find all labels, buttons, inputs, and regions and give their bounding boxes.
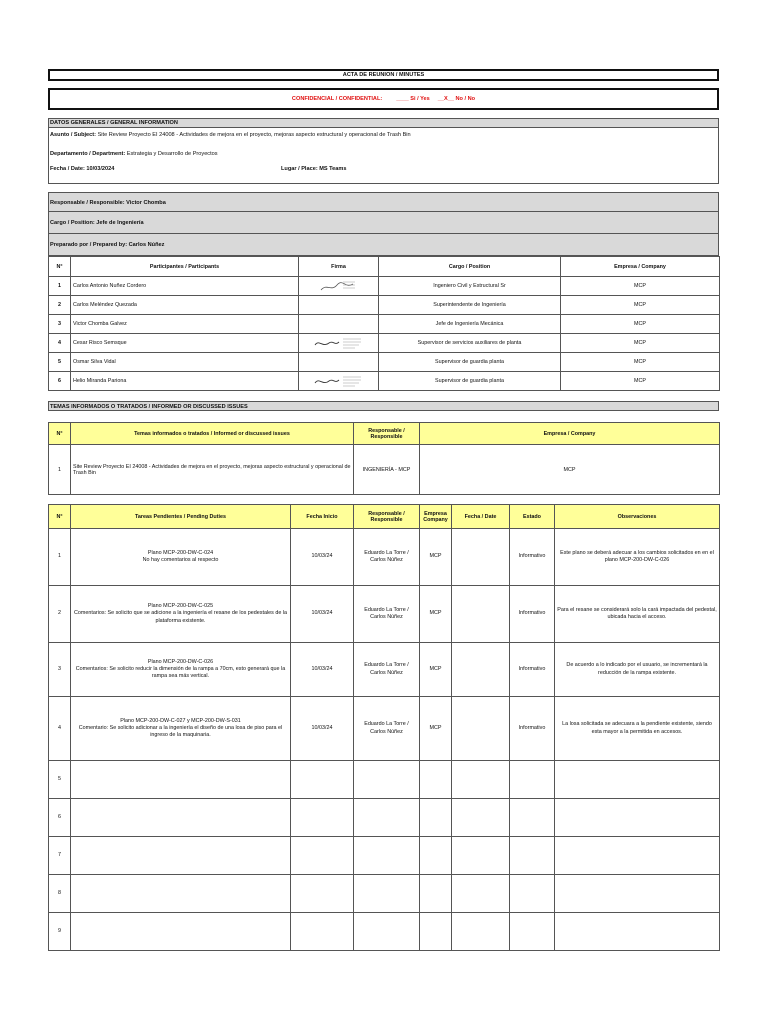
duty-company: MCP	[420, 586, 452, 643]
participant-position: Jefe de Ingeniería Mecánica	[379, 315, 561, 334]
duty-status	[510, 913, 555, 951]
participant-name: Osmar Silva Vidal	[71, 353, 299, 372]
duty-responsible: Eduardo La Torre / Carlos Núñez	[354, 529, 420, 586]
col-responsible: Responsable / Responsible	[354, 505, 420, 529]
col-position: Cargo / Position	[379, 257, 561, 277]
participant-number: 2	[49, 296, 71, 315]
col-signature: Firma	[299, 257, 379, 277]
participant-company: MCP	[561, 353, 720, 372]
duty-date	[452, 761, 510, 799]
subject-label: Asunto / Subject:	[50, 132, 96, 138]
duty-responsible	[354, 761, 420, 799]
participant-row	[49, 353, 720, 372]
duty-responsible	[354, 913, 420, 951]
duty-number: 3	[49, 643, 71, 697]
duty-row	[49, 837, 720, 875]
participant-position: Supervisor de guardia planta	[379, 353, 561, 372]
duties-table	[48, 504, 720, 951]
participant-position: Supervisor de guardia planta	[379, 372, 561, 391]
duty-start-date: 10/03/24	[291, 529, 354, 586]
duty-notes: De acuerdo a lo indicado por el usuario, se incrementará la reducción de la rampa existente.	[555, 643, 720, 697]
duty-row	[49, 643, 720, 697]
duty-row	[49, 799, 720, 837]
participant-number: 1	[49, 277, 71, 296]
signature-image	[313, 374, 365, 388]
general-info-header: DATOS GENERALES / GENERAL INFORMATION	[49, 119, 718, 128]
confidential-yes: ____ Si / Yes	[396, 96, 430, 102]
duties-header-row	[49, 505, 720, 529]
duty-start-date	[291, 913, 354, 951]
duty-notes	[555, 913, 720, 951]
duty-task	[71, 761, 291, 799]
duty-start-date	[291, 799, 354, 837]
participant-signature	[299, 372, 379, 391]
duty-company: MCP	[420, 529, 452, 586]
confidential-bar	[48, 88, 719, 110]
participant-position: Ingeniero Civil y Estructural Sr	[379, 277, 561, 296]
participant-row	[49, 296, 720, 315]
responsible-row: Responsable / Responsible: Victor Chomba	[48, 192, 719, 212]
subject-value: Site Review Proyecto EI 24008 - Actividades de mejora en el proyecto, mejoras aspecto estructural y operacional de Trash Bin	[97, 132, 411, 138]
position-row: Cargo / Position: Jefe de Ingeniería	[48, 212, 719, 234]
duty-start-date: 10/03/24	[291, 697, 354, 761]
participants-table	[48, 256, 720, 391]
duty-company	[420, 761, 452, 799]
duty-date	[452, 875, 510, 913]
duty-number: 7	[49, 837, 71, 875]
duty-task: Plano MCP-200-DW-C-027 y MCP-200-DW-S-031 Comentario: Se solicito adicionar a la ingeniería el diseño de una losa de piso para el ingreso de la maquinaria.	[71, 697, 291, 761]
participant-company: MCP	[561, 372, 720, 391]
duty-start-date	[291, 761, 354, 799]
duty-task	[71, 837, 291, 875]
participant-name: Cesar Risco Semsque	[71, 334, 299, 353]
confidential-no: __X__ No / No	[437, 96, 476, 102]
duty-status	[510, 875, 555, 913]
topics-table	[48, 422, 720, 495]
col-number: N°	[49, 423, 71, 445]
duty-row	[49, 761, 720, 799]
signature-image	[319, 279, 359, 293]
duty-task: Plano MCP-200-DW-C-024 No hay comentarios al respecto	[71, 529, 291, 586]
participant-signature	[299, 315, 379, 334]
col-number: N°	[49, 257, 71, 277]
col-date: Fecha / Date	[452, 505, 510, 529]
duty-status	[510, 837, 555, 875]
col-task: Tareas Pendientes / Pending Duties	[71, 505, 291, 529]
duty-start-date	[291, 875, 354, 913]
duty-task: Plano MCP-200-DW-C-026 Comentarios: Se solicito reducir la dimensión de la rampa a 70cm, esto generará que la rampa sea más vertical.	[71, 643, 291, 697]
duty-date	[452, 837, 510, 875]
duty-number: 2	[49, 586, 71, 643]
col-company: Empresa / Company	[561, 257, 720, 277]
duty-status: Informativo	[510, 643, 555, 697]
duty-company	[420, 799, 452, 837]
duty-number: 1	[49, 529, 71, 586]
col-company: Empresa Company	[420, 505, 452, 529]
general-info-block	[48, 118, 719, 184]
participant-name: Victor Chomba Galvez	[71, 315, 299, 334]
participant-number: 3	[49, 315, 71, 334]
duty-responsible	[354, 837, 420, 875]
participant-name: Carlos Antonio Nuñez Cordero	[71, 277, 299, 296]
duty-row	[49, 697, 720, 761]
col-participants: Participantes / Participants	[71, 257, 299, 277]
duty-date	[452, 643, 510, 697]
participant-signature	[299, 277, 379, 296]
duty-company	[420, 875, 452, 913]
participant-company: MCP	[561, 315, 720, 334]
department-line	[50, 151, 218, 157]
duty-number: 6	[49, 799, 71, 837]
duty-date	[452, 586, 510, 643]
col-notes: Observaciones	[555, 505, 720, 529]
date-label: Fecha / Date: 10/03/2024	[50, 166, 115, 172]
duty-notes	[555, 799, 720, 837]
duty-status: Informativo	[510, 529, 555, 586]
duty-responsible	[354, 799, 420, 837]
duty-start-date: 10/03/24	[291, 586, 354, 643]
participant-row	[49, 315, 720, 334]
duty-task	[71, 799, 291, 837]
signature-image	[313, 336, 365, 350]
participant-number: 4	[49, 334, 71, 353]
col-number: N°	[49, 505, 71, 529]
col-responsible: Responsable / Responsible	[354, 423, 420, 445]
confidential-label: CONFIDENCIAL / CONFIDENTIAL:	[291, 96, 383, 102]
duty-row	[49, 913, 720, 951]
col-issue: Temas informados o tratados / Informed or discussed issues	[71, 423, 354, 445]
participant-company: MCP	[561, 277, 720, 296]
topic-responsible: INGENIERÍA - MCP	[354, 445, 420, 495]
duty-responsible	[354, 875, 420, 913]
place-label: Lugar / Place: MS Teams	[281, 166, 347, 172]
department-value: Estrategia y Desarrollo de Proyectos	[126, 151, 218, 157]
topic-company: MCP	[420, 445, 720, 495]
duty-date	[452, 799, 510, 837]
duty-date	[452, 913, 510, 951]
duty-number: 5	[49, 761, 71, 799]
topic-row	[49, 445, 720, 495]
duty-task: Plano MCP-200-DW-C-025 Comentarios: Se solicito que se adicione a la ingeniería el resane de los pedestales de la plataforma existente.	[71, 586, 291, 643]
duty-responsible: Eduardo La Torre / Carlos Núñez	[354, 697, 420, 761]
col-company: Empresa / Company	[420, 423, 720, 445]
duty-notes: Este plano se deberá adecuar a los cambios solicitados en en el plano MCP-200-DW-C-026	[555, 529, 720, 586]
col-start-date: Fecha Inicio	[291, 505, 354, 529]
participant-position: Superintendente de Ingeniería	[379, 296, 561, 315]
participant-signature	[299, 353, 379, 372]
participant-signature	[299, 296, 379, 315]
topics-header-row	[49, 423, 720, 445]
duty-task	[71, 913, 291, 951]
participant-position: Supervisor de servicios auxiliares de planta	[379, 334, 561, 353]
duty-number: 9	[49, 913, 71, 951]
duty-company	[420, 837, 452, 875]
duty-status: Informativo	[510, 697, 555, 761]
duty-notes	[555, 761, 720, 799]
duty-start-date: 10/03/24	[291, 643, 354, 697]
duty-number: 8	[49, 875, 71, 913]
duty-responsible: Eduardo La Torre / Carlos Núñez	[354, 586, 420, 643]
duties-body	[49, 529, 720, 951]
duty-row	[49, 529, 720, 586]
duty-notes: Para el resane se considerará solo la cará impactada del pedestal, ubicada hacia el acceso.	[555, 586, 720, 643]
participant-row	[49, 372, 720, 391]
duty-task	[71, 875, 291, 913]
duty-row	[49, 875, 720, 913]
duty-company: MCP	[420, 643, 452, 697]
duty-date	[452, 697, 510, 761]
duty-date	[452, 529, 510, 586]
duty-status	[510, 799, 555, 837]
participant-name: Helio Miranda Pariona	[71, 372, 299, 391]
title-text: ACTA DE REUNION / MINUTES	[342, 72, 425, 78]
participant-row	[49, 277, 720, 296]
duty-notes	[555, 837, 720, 875]
duty-notes: La losa solicitada se adecuara a la pendiente existente, siendo esta mayor a la permitida en accesos.	[555, 697, 720, 761]
participant-number: 6	[49, 372, 71, 391]
col-status: Estado	[510, 505, 555, 529]
topic-number: 1	[49, 445, 71, 495]
duty-company	[420, 913, 452, 951]
participant-company: MCP	[561, 296, 720, 315]
prepared-by-row: Preparado por / Prepared by: Carlos Núñez	[48, 234, 719, 256]
department-label: Departamento / Department:	[50, 151, 126, 157]
participants-header-row	[49, 257, 720, 277]
duty-responsible: Eduardo La Torre / Carlos Núñez	[354, 643, 420, 697]
duty-notes	[555, 875, 720, 913]
participant-row	[49, 334, 720, 353]
duty-number: 4	[49, 697, 71, 761]
duty-status	[510, 761, 555, 799]
topic-issue: Site Review Proyecto EI 24008 - Actividades de mejora en el proyecto, mejoras aspecto estructural y operacional de Trash Bin	[71, 445, 354, 495]
participant-company: MCP	[561, 334, 720, 353]
topics-section-header: TEMAS INFORMADOS O TRATADOS / INFORMED OR DISCUSSED ISSUES	[48, 401, 719, 411]
participant-signature	[299, 334, 379, 353]
duty-company: MCP	[420, 697, 452, 761]
subject-line	[50, 132, 411, 138]
participant-name: Carlos Meléndez Quezada	[71, 296, 299, 315]
participant-number: 5	[49, 353, 71, 372]
duty-start-date	[291, 837, 354, 875]
duty-status: Informativo	[510, 586, 555, 643]
document-title	[48, 69, 719, 81]
duty-row	[49, 586, 720, 643]
